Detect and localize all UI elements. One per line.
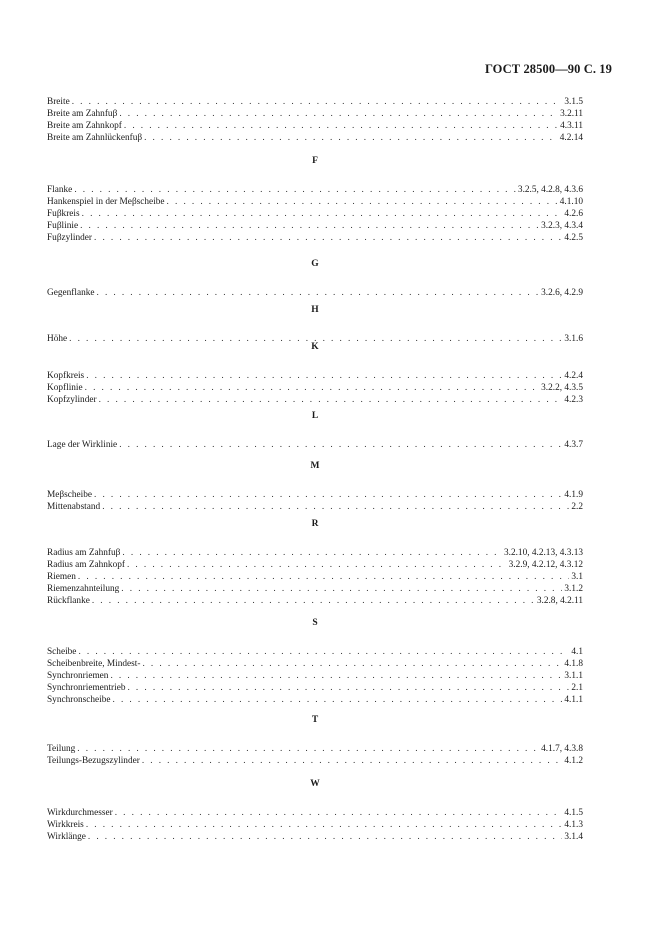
index-reference: 2.2 [571,502,583,513]
index-entry [47,583,583,595]
section-letter: F [312,156,318,166]
index-entry [47,559,583,571]
index-section-g [47,258,583,299]
index-section-r [47,518,583,607]
index-entry [47,489,583,501]
index-term: Kopfzylinder [47,395,97,406]
index-reference: 3.2.9, 4.2.12, 4.3.12 [508,560,583,571]
dot-leader [92,595,535,607]
index-entry [47,831,583,843]
index-term: Scheibenbreite, Mindest- [47,659,141,670]
index-reference: 4.2.14 [559,133,583,144]
index-entry [47,120,583,132]
index-entry [47,232,583,244]
index-entry [47,682,583,694]
index-term: Meβscheibe [47,490,93,500]
index-term: Radius am Zahnkopf [47,560,125,571]
index-reference: 4.2.4 [564,371,583,381]
index-entry [47,287,583,299]
dot-leader [85,382,540,394]
index-term: Kopfkreis [47,371,85,381]
index-reference: 3.1.1 [564,671,583,682]
index-entry [47,196,583,208]
dot-leader [124,120,558,132]
index-term: Kopflinie [47,383,83,394]
index-reference: 4.3.11 [560,121,583,132]
index-section-s [47,617,583,706]
dot-leader [122,547,502,559]
dot-leader [80,220,539,232]
index-term: Wirklänge [47,832,86,843]
section-letter: K [311,342,319,352]
index-entry [47,819,583,831]
index-entry [47,743,583,755]
index-entry [47,694,583,706]
index-reference: 4.1.8 [564,659,583,670]
index-term: Synchronscheibe [47,695,111,706]
index-reference: 4.1.3 [564,820,583,831]
index-reference: 3.2.10, 4.2.13, 4.3.13 [503,548,583,558]
index-entry [47,571,583,583]
dot-leader [110,670,562,682]
index-reference: 4.1 [571,647,583,657]
index-reference: 3.2.6, 4.2.9 [541,288,583,298]
index-term: Höhe [47,334,68,344]
index-term: Scheibe [47,647,77,657]
index-term: Riemen [47,572,76,583]
index-entry [47,96,583,108]
dot-leader [78,571,569,583]
index-term: Synchronriementrieb [47,683,126,694]
dot-leader [113,694,563,706]
index-reference: 4.2.5 [564,233,583,244]
index-entry [47,394,583,406]
dot-leader [78,646,569,658]
index-entry [47,755,583,767]
section-letter: H [311,305,319,315]
index-section-l [47,410,583,451]
index-entry [47,108,583,120]
index-term: Breite [47,97,70,107]
dot-leader [167,196,558,208]
index-section-f [47,155,583,244]
dot-leader [82,208,563,220]
index-reference: 4.1.10 [559,197,583,208]
dot-leader [144,132,558,144]
index-reference: 3.1.5 [564,97,583,107]
index-entry [47,658,583,670]
index-entry [47,220,583,232]
index-reference: 3.2.2, 4.3.5 [541,383,583,394]
index-term: Lage der Wirklinie [47,440,118,450]
index-term: Fuβlinie [47,221,79,232]
index-reference: 3.1.4 [564,832,583,843]
section-letter: S [312,618,318,628]
section-letter: G [311,259,319,269]
section-letter: L [311,411,319,421]
dot-leader [127,559,507,571]
section-letter: R [311,519,319,529]
index-reference: 3.2.11 [560,109,583,120]
index-section-w [47,778,583,843]
dot-leader [77,743,539,755]
index-entry [47,807,583,819]
index-reference: 3.2.8, 4.2.11 [536,596,583,607]
dot-leader [115,807,563,819]
index-term: Flanke [47,185,73,195]
index-entry [47,382,583,394]
dot-leader [102,501,569,513]
dot-leader [72,96,563,108]
index-reference: 4.1.7, 4.3.8 [541,744,583,754]
index-term: Breite am Zahnkopf [47,121,122,132]
dot-leader [86,370,562,382]
index-section-m [47,460,583,513]
index-term: Teilung [47,744,76,754]
index-term: Rückflanke [47,596,90,607]
index-reference: 4.1.1 [564,695,583,706]
index-entry [47,208,583,220]
dot-leader [119,108,558,120]
dot-leader [94,232,562,244]
index-term: Radius am Zahnfuβ [47,548,121,558]
index-reference: 4.1.9 [564,490,583,500]
index-term: Mittenabstand [47,502,101,513]
dot-leader [74,184,516,196]
index-entry [47,439,583,451]
index-term: Riemenzahnteilung [47,584,120,595]
dot-leader [88,831,563,843]
index-term: Synchronriemen [47,671,109,682]
index-reference: 3.1.6 [564,334,583,344]
index-entry [47,595,583,607]
index-entry [47,370,583,382]
index-reference: 4.1.5 [564,808,583,818]
index-reference: 4.2.3 [564,395,583,406]
dot-leader [121,583,562,595]
dot-leader [127,682,569,694]
index-reference: 3.1.2 [564,584,583,595]
index-section-h [47,304,583,345]
index-term: Wirkkreis [47,820,84,831]
index-term: Breite am Zahnfuβ [47,109,118,120]
index-reference: 3.2.5, 4.2.8, 4.3.6 [517,185,583,195]
index-entry [47,547,583,559]
index-reference: 3.2.3, 4.3.4 [541,221,583,232]
dot-leader [142,755,563,767]
index-section-k [47,341,583,406]
section-letter: M [310,461,320,471]
dot-leader [119,439,562,451]
index-entry [47,646,583,658]
dot-leader [97,287,540,299]
index-section-t [47,714,583,767]
index-term: Wirkdurchmesser [47,808,113,818]
index-reference: 4.1.2 [564,756,583,767]
index-reference: 4.3.7 [564,440,583,450]
index-term: Fuβzylinder [47,233,93,244]
dot-leader [99,394,563,406]
page-header: ГОСТ 28500—90 С. 19 [484,62,612,76]
index-reference: 4.2.6 [564,209,583,220]
dot-leader [86,819,563,831]
index-term: Fuβkreis [47,209,80,220]
index-reference: 3.1 [571,572,583,583]
index-term: Hankenspiel in der Meβscheibe [47,197,165,208]
index-term: Teilungs-Bezugszylinder [47,756,140,767]
index-term: Gegenflanke [47,288,95,298]
index-entry [47,132,583,144]
dot-leader [94,489,562,501]
section-letter: T [311,715,319,725]
index-entry [47,670,583,682]
index-term: Breite am Zahnlückenfuβ [47,133,143,144]
dot-leader [142,658,562,670]
section-letter: W [310,779,320,789]
index-section-b [47,96,583,144]
index-entry [47,184,583,196]
index-entry [47,501,583,513]
index-reference: 2.1 [571,683,583,694]
